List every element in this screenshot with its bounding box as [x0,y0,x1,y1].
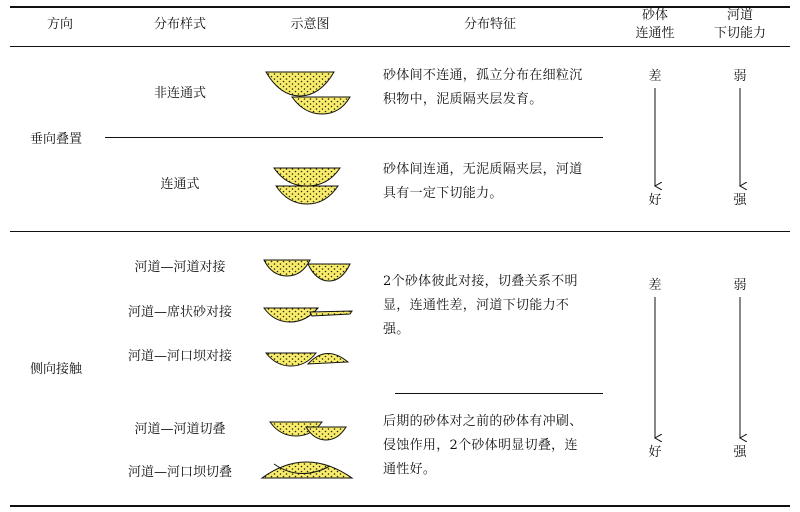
conn-bottom-lateral: 好 [648,445,662,460]
cut-bottom-lateral: 强 [733,445,747,460]
lens-right [306,427,346,440]
header-sand-connectivity-2: 连通性 [635,26,675,41]
feature-non-connected: 砂体间不连通，孤立分布在细粒沉积物中，泥质隔夹层发育。 [383,68,583,107]
conn-bottom-vertical: 好 [648,193,662,208]
lens-left [264,260,310,276]
lens-upper [274,168,340,186]
cut-bottom-vertical: 强 [733,193,747,208]
lens-channel [264,308,318,322]
header-diagram: 示意图 [290,17,330,32]
header-pattern: 分布样式 [153,17,206,32]
diagram-channel-channel-abut [264,260,350,281]
lens-right [308,264,350,281]
header-sand-connectivity-1: 砂体 [641,8,668,23]
diagram-connected [274,168,340,204]
mouth-bar [262,462,352,478]
diagram-channel-bar-abut [266,353,348,366]
diagram-channel-channel-cut [270,422,346,440]
lens-lower [292,97,350,114]
pattern-channel-channel-cut: 河道—河道切叠 [134,422,226,437]
sheet-sand [310,311,352,316]
pattern-connected: 连通式 [160,177,200,192]
pattern-channel-sheet-abut: 河道—席状砂对接 [127,305,232,320]
pattern-non-connected: 非连通式 [153,86,206,101]
pattern-channel-bar-cut: 河道—河口坝切叠 [127,465,232,480]
diagram-channel-bar-cut [262,462,352,478]
lens-upper [266,72,334,96]
pattern-channel-bar-abut: 河道—河口坝对接 [127,349,232,364]
cut-top-vertical: 弱 [733,69,747,84]
conn-top-lateral: 差 [648,278,662,293]
header-channel-cut-2: 下切能力 [713,26,766,41]
pattern-channel-channel-abut: 河道—河道对接 [134,260,226,275]
header-channel-cut-1: 河道 [726,8,753,23]
conn-top-vertical: 差 [648,69,662,84]
direction-lateral: 侧向接触 [30,362,83,377]
cut-top-lateral: 弱 [733,278,747,293]
diagram-channel-sheet-abut [264,308,352,322]
feature-connected: 砂体间连通，无泥质隔夹层，河道具有一定下切能力。 [383,162,583,201]
feature-cut: 后期的砂体对之前的砂体有冲刷、侵蚀作用，2个砂体明显切叠，连通性好。 [383,414,583,477]
lens-lower [276,186,338,204]
feature-abut: 2个砂体彼此对接，切叠关系不明显，连通性差，河道下切能力不强。 [383,274,578,337]
diagram-non-connected [266,72,350,114]
direction-vertical: 垂向叠置 [30,132,83,147]
header-feature: 分布特征 [463,17,516,32]
header-direction: 方向 [46,17,73,32]
